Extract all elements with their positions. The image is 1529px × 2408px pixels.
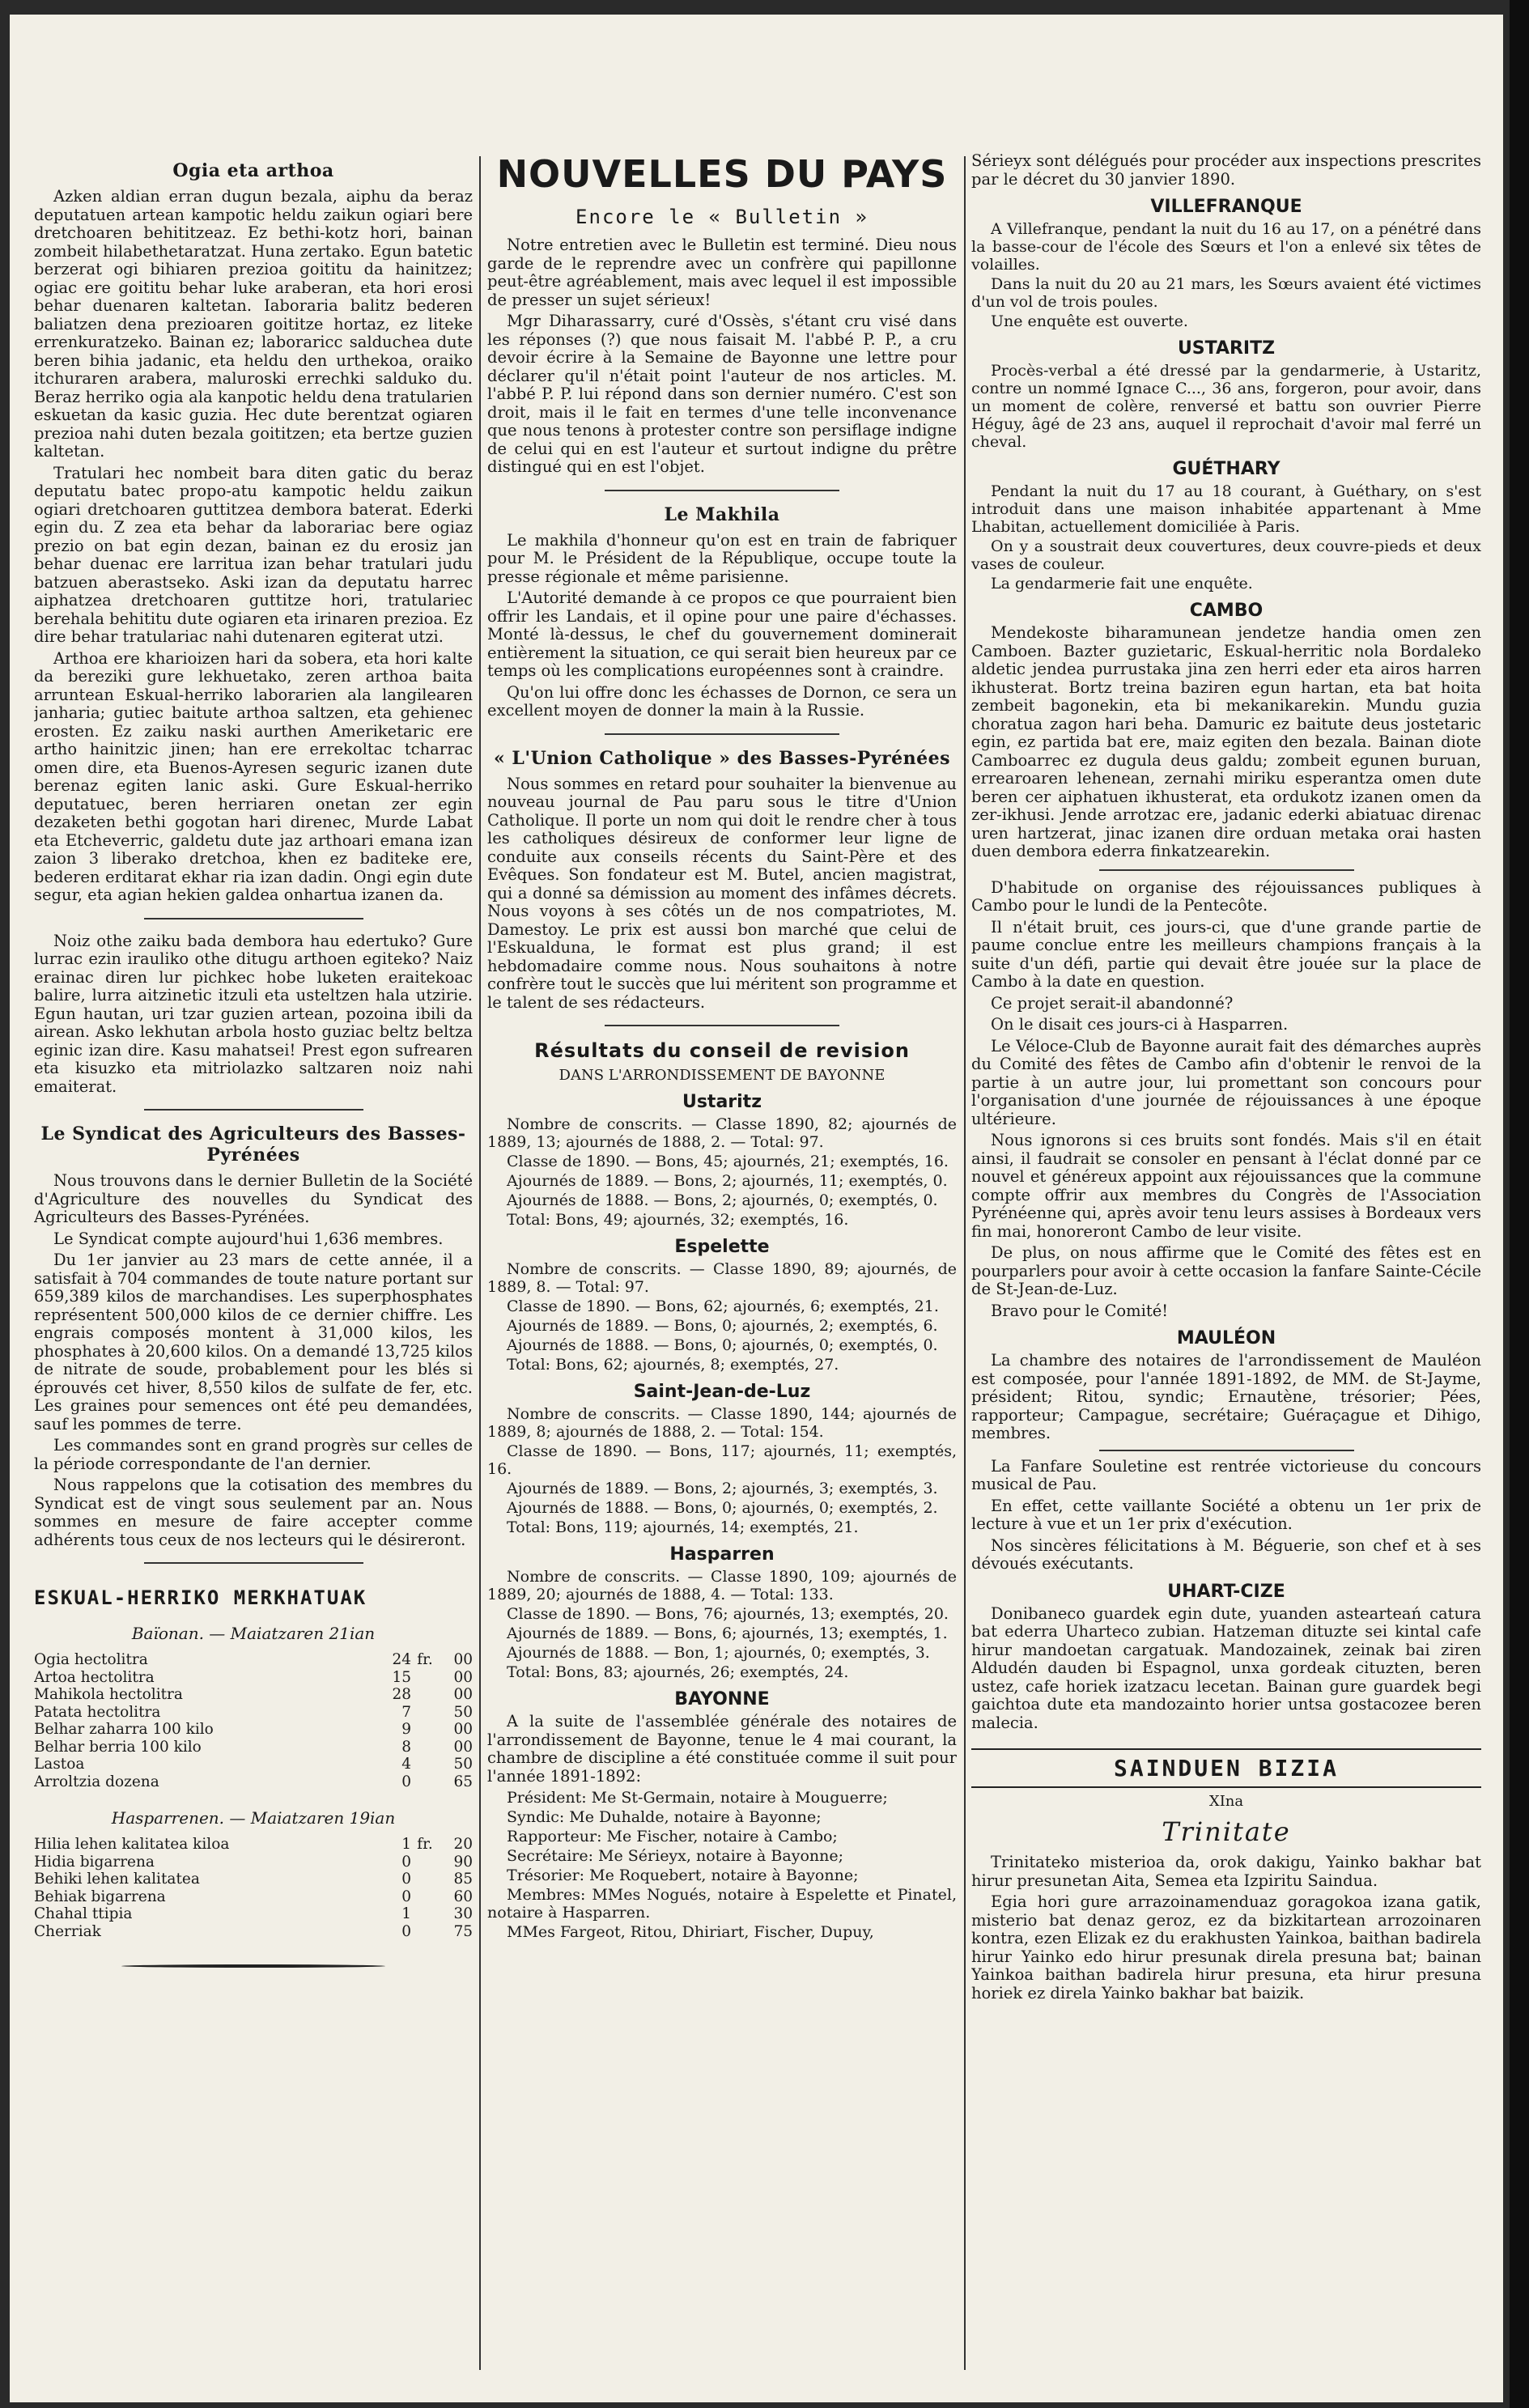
paragraph: Nous ignorons si ces bruits sont fondés. Mais s'il en était ainsi, il faudrait se consoler en pensant à l'éclat donné par ce nouvel et généreux appoint aux réjouissances que la commune compte offrir aux membres du Congrès de l'Association Pyrénéenne qui, après avoir tenu leurs assises à Bordeaux vers fin mai, honoreront Cambo de leur visite. — [971, 1131, 1481, 1241]
revision-line: Ajournés de 1888. — Bons, 2; ajournés, 0; exemptés, 0. — [507, 1191, 938, 1209]
paragraph: Bravo pour le Comité! — [991, 1301, 1169, 1320]
divider — [144, 1562, 363, 1564]
price-currency — [411, 1756, 439, 1773]
revision-line: Classe de 1890. — Bons, 76; ajournés, 13; exemptés, 20. — [507, 1605, 949, 1623]
column-basque-news — [34, 152, 473, 2378]
price-whole: 0 — [401, 1773, 411, 1790]
price-whole: 0 — [401, 1922, 411, 1940]
price-row — [34, 1905, 473, 1923]
paragraph: Mendekoste biharamunean jendetze handia omen zen Camboen. Bazter guzietaric, Eskual-herritic nola Bordaleko aldetic jendea purrustaka jina zen herri eder eta airos harren ikhusterat. Bortz treina baziren egun hartan, eta bat hoita zembeit bagonekin, eta bi mekanikarekin. Mundu guzia choratua zagon hari beha. Damuric ez baitute deus jostetaric egin, ez partida bat ere, maiz egiten den bezala. Bainan diote Camboarrec ez dugula deus galdu; zombeit egunen buruan, errearoaren lehenean, zernahi miriku esperantza omen dute beren cer aiphatuen ikhusterat, eta ordukotz izanen omen da zer-ikhusi. Jende arrotzac ere, jadanic ederki abiatuac direnac uren hartzerat, jinac izanen dire orduan metaka orai hasten duen dembora ederra finkatzearekin. — [971, 623, 1481, 860]
revision-line: Classe de 1890. — Bons, 62; ajournés, 6; exemptés, 21. — [507, 1297, 939, 1315]
price-whole: 0 — [401, 1888, 411, 1905]
price-cents: 60 — [453, 1888, 473, 1905]
price-whole: 7 — [401, 1703, 411, 1721]
price-row — [34, 1756, 473, 1773]
paragraph: Notre entretien avec le Bulletin est terminé. Dieu nous garde de le reprendre avec un confrère qui papillonne peut-être agréablement, mais avec lequel il est impossible de presser un sujet sérieux! — [487, 236, 957, 309]
paragraph: Qu'on lui offre donc les échasses de Dornon, ce sera un excellent moyen de donner la main à la Russie. — [487, 682, 957, 720]
price-currency — [411, 1721, 439, 1739]
subheading-ustaritz: Ustaritz — [682, 1092, 762, 1112]
item-name: Chahal ttipia — [34, 1905, 133, 1922]
paragraph: Sérieyx sont délégués pour procéder aux inspections prescrites par le décret du 30 janvier 1890. — [971, 152, 1481, 189]
revision-line: Ajournés de 1888. — Bons, 0; ajournés, 0; exemptés, 2. — [507, 1499, 938, 1517]
paragraph: Le Véloce-Club de Bayonne aurait fait des démarches auprès du Comité des fêtes de Cambo afin d'obtenir le renvoi de la partie à un autre jour, lui promettant son concours pour l'organisation d'une journée de réjouissances à une époque ultérieure. — [971, 1036, 1481, 1128]
price-cents: 50 — [453, 1756, 473, 1773]
item-name: Belhar zaharra 100 kilo — [34, 1721, 214, 1738]
price-currency — [411, 1704, 439, 1722]
subheading-saint-jean-de-luz: Saint-Jean-de-Luz — [633, 1382, 811, 1402]
article-title-bulletin: Encore le « Bulletin » — [575, 206, 869, 228]
revision-line: Nombre de conscrits. — Classe 1890, 82; ajournés de 1889, 13; ajournés de 1888, 2. — Total: 97. — [487, 1115, 957, 1151]
article-title-trinitate: Trinitate — [1162, 1816, 1291, 1847]
price-currency: fr. — [417, 1651, 433, 1668]
paragraph: De plus, on nous affirme que le Comité des fêtes est en pourparlers pour avoir à cette occasion la fanfare Sainte-Cécile de St-Jean-de-Luz. — [971, 1243, 1481, 1298]
price-currency — [411, 1871, 439, 1888]
subheading-cambo: CAMBO — [1189, 601, 1264, 621]
price-whole: 24 — [392, 1651, 411, 1668]
price-cents: 20 — [453, 1836, 473, 1853]
price-row — [34, 1923, 473, 1941]
subheading-guethary: GUÉTHARY — [1172, 459, 1281, 479]
price-whole: 15 — [392, 1668, 411, 1686]
paragraph: Nos sincères félicitations à M. Béguerie, son chef et à ses dévoués exécutants. — [971, 1535, 1481, 1573]
column-nouvelles — [487, 152, 957, 2378]
price-row — [34, 1669, 473, 1687]
price-cents: 85 — [453, 1871, 473, 1888]
paragraph: Nous rappelons que la cotisation des membres du Syndicat est de vingt sous seulement par an. Nous sommes en mesure de faire accepter comme adhérents tous ceux de nos lecteurs qui le désireront. — [34, 1476, 473, 1549]
section-number: XIna — [1208, 1793, 1244, 1810]
price-whole: 0 — [401, 1871, 411, 1888]
revision-line: Ajournés de 1889. — Bons, 6; ajournés, 13; exemptés, 1. — [507, 1624, 948, 1642]
paragraph: D'habitude on organise des réjouissances publiques à Cambo pour le lundi de la Pentecôte. — [971, 877, 1481, 915]
price-whole: 1 — [401, 1905, 411, 1922]
paragraph: Il n'était bruit, ces jours-ci, que d'une grande partie de paume conclue entre les meilleurs champions français à la suite d'un défi, partie qui devait être jouée sur la place de Cambo à la date en question. — [971, 917, 1481, 991]
price-row — [34, 1686, 473, 1704]
paragraph: Les commandes sont en grand progrès sur celles de la période correspondante de l'an dernier. — [34, 1436, 473, 1473]
paragraph: Procès-verbal a été dressé par la gendarmerie, à Ustaritz, contre un nommé Ignace C..., 36 ans, forgeron, pour avoir, dans un moment de colère, renversé et battu son ouvrier Pierre Héguy, âgé de 23 ans, auquel il reprochait d'avoir mal ferré un cheval. — [971, 362, 1481, 451]
price-whole: 1 — [401, 1836, 411, 1853]
notary-line: Président: Me St-Germain, notaire à Mouguerre; — [507, 1789, 888, 1807]
article-title-makhila: Le Makhila — [664, 503, 780, 525]
item-name: Hilia lehen kalitatea kiloa — [34, 1836, 230, 1853]
price-currency — [411, 1923, 439, 1941]
article-title-ogia: Ogia eta arthoa — [172, 160, 334, 181]
price-cents: 75 — [453, 1922, 473, 1940]
price-cents: 00 — [453, 1721, 473, 1738]
subheading-villefranque: VILLEFRANQUE — [1150, 197, 1302, 217]
price-cents: 00 — [453, 1668, 473, 1686]
revision-line: Total: Bons, 83; ajournés, 26; exemptés, 24. — [507, 1663, 849, 1681]
notary-line: Syndic: Me Duhalde, notaire à Bayonne; — [507, 1808, 822, 1826]
paragraph: Pendant la nuit du 17 au 18 courant, à Guéthary, on s'est introduit dans une maison inhabitée appartenant à Mme Lhabitan, actuellement domiciliée à Paris. — [971, 482, 1481, 536]
article-subtitle: DANS L'ARRONDISSEMENT DE BAYONNE — [559, 1067, 886, 1084]
item-name: Mahikola hectolitra — [34, 1686, 183, 1703]
price-currency — [411, 1739, 439, 1756]
price-cents: 90 — [453, 1853, 473, 1871]
price-cents: 00 — [453, 1651, 473, 1668]
item-name: Artoa hectolitra — [34, 1668, 155, 1686]
item-name: Hidia bigarrena — [34, 1853, 155, 1871]
price-row — [34, 1739, 473, 1756]
notary-line: Rapporteur: Me Fischer, notaire à Cambo; — [507, 1828, 838, 1845]
price-cents: 30 — [453, 1905, 473, 1922]
section-title-sainduen-bizia: SAINDUEN BIZIA — [971, 1748, 1481, 1788]
paragraph: A Villefranque, pendant la nuit du 16 au 17, on a pénétré dans la basse-cour de l'école des Sœurs et l'on a enlevé six têtes de volailles. — [971, 220, 1481, 274]
paragraph: Dans la nuit du 20 au 21 mars, les Sœurs avaient été victimes d'un vol de trois poules. — [971, 275, 1481, 311]
paragraph: La chambre des notaires de l'arrondissement de Mauléon est composée, pour l'année 1891-1892, de MM. de St-Jayme, président; Ritou, syndic; Ernautène, trésorier; Pées, rapporteur; Campague, secrétaire; Guéraçague et Dihigo, membres. — [971, 1351, 1481, 1442]
item-name: Ogia hectolitra — [34, 1651, 148, 1668]
divider — [144, 918, 363, 919]
revision-line: Ajournés de 1888. — Bon, 1; ajournés, 0; exemptés, 3. — [507, 1644, 930, 1662]
price-cents: 00 — [453, 1738, 473, 1756]
paragraph: Arthoa ere kharioizen hari da sobera, eta hori kalte da bereziki gure lekhuetako, zeren arthoa baita arruntean Eskual-herriko laborarien ala langilearen janharia; gutiec baitute arthoa saltzen, eta gehienec erosten. Ez zaiku naski aurthen Ameriketaric ere artho hainitzic jinen; han ere errekoltac tcharrac omen dire, eta Buenos-Ayresen seguric izanen dute berenaz egiten lanic aski. Gure Eskual-herriko deputatuec, beren herriaren onetan zer egin dezaketen bethi gogotan hari direnec, Murde Labat eta Etcheverric, galdetu dute jaz arthoari emana izan zaion 3 liberako dretchoa, khen ez baditeke ere, bederen erditarat ekhar ria izan dadin. Ongi egin dute segur, eta agian hekien galdea onhartua izanen da. — [34, 648, 473, 904]
price-row — [34, 1854, 473, 1871]
paragraph: Egia hori gure arrazoinamenduaz goragokoa izana gatik, misterio bat denaz geroz, ez da bizkitartean arrozoinaren kontra, ezen Elizak ez du erakhusten Yainkoa, baithan badirela hirur Yainko edo hirur presunak direla presuna bat; bainan Yainkoa baithan badirela hirur presuna, eta hirur presuna horiek ez direla Yainko bakhar bat baizik. — [971, 1892, 1481, 2002]
notary-line: Secrétaire: Me Sérieyx, notaire à Bayonne; — [507, 1847, 843, 1865]
markets-heading: ESKUAL-HERRIKO MERKHATUAK — [34, 1586, 367, 1609]
subheading-bayonne: BAYONNE — [674, 1689, 770, 1709]
item-name: Cherriak — [34, 1922, 101, 1940]
item-name: Patata hectolitra — [34, 1703, 161, 1721]
paragraph: Une enquête est ouverte. — [991, 312, 1188, 330]
notary-line: Trésorier: Me Roquebert, notaire à Bayonne; — [507, 1867, 859, 1884]
divider — [605, 1025, 839, 1026]
subheading-ustaritz: USTARITZ — [1177, 338, 1276, 359]
price-row — [34, 1651, 473, 1669]
divider — [1099, 869, 1354, 871]
paragraph: A la suite de l'assemblée générale des notaires de l'arrondissement de Bayonne, tenue le 4 mai courant, la chambre de discipline a été constituée comme il suit pour l'année 1891-1892: — [487, 1712, 957, 1786]
price-currency — [411, 1888, 439, 1906]
price-whole: 28 — [392, 1686, 411, 1703]
revision-line: Ajournés de 1889. — Bons, 2; ajournés, 3; exemptés, 3. — [507, 1480, 938, 1497]
price-row — [34, 1721, 473, 1739]
price-cents: 50 — [453, 1703, 473, 1721]
paragraph: Azken aldian erran dugun bezala, aiphu da beraz deputatuen artean kampotic heldu zaikun ogiari bere dretchoaren behititzeaz. Ez bethi-kotz hori, bainan zombeit hilabethetaratzat. Huna zertako. Egun batetic berzerat ogi bihiaren prezioa goititu da hainitzez; ogiac ere goititu behar luke araberan, eta hori erosi behar duenaren kaltetan. Iaboraria balitz bederen baliatzen dena prezioaren goititze hortaz, ez liteke errenkuratzeko. Bainan ez; laboraricc salduchea dute beren bihia jadanic, eta heldu den urthekoa, oraiko itchuraren arabera, maluroski errechki salduko du. Beraz herriko ogia ala kanpotic heldu dena tratularien eskuetan da kasic guzia. Hec dute berentzat ogiaren prezioa nahi duten bezala goititzen; eta bertze guzien kaltetan. — [34, 187, 473, 461]
price-currency: fr. — [417, 1836, 433, 1853]
item-name: Behiki lehen kalitatea — [34, 1871, 200, 1888]
price-row — [34, 1836, 473, 1854]
paragraph: La Fanfare Souletine est rentrée victorieuse du concours musical de Pau. — [971, 1456, 1481, 1493]
price-currency — [411, 1773, 439, 1791]
revision-line: Total: Bons, 49; ajournés, 32; exemptés, 16. — [507, 1211, 849, 1229]
notary-line: Membres: MMes Nogués, notaire à Espelette et Pinatel, notaire à Hasparren. — [487, 1886, 957, 1922]
paragraph: Le makhila d'honneur qu'on est en train de fabriquer pour M. le Président de la République, occupe toute la presse régionale et même parisienne. — [487, 530, 957, 586]
paragraph: Donibaneco guardek egin dute, yuanden astearteań catura bat ederra Uharteco zubian. Hatzeman dituzte sei kintal cafe hirur mandoetan cargatuak. Mandozainek, zeinak bai ziren Aldudén dauden bi Espagnol, unxa gordeak cituzten, beren ustez, cafe horiek izatzacu lecetan. Bainan gure guardek begi gaichtoa dute eta mandozainto horier untsa gostacozee beren malecia. — [971, 1603, 1481, 1732]
paragraph: Nous sommes en retard pour souhaiter la bienvenue au nouveau journal de Pau paru sous le titre d'Union Catholique. Il porte un nom qui doit le rendre cher à tous les catholiques désireux de conformer leur ligne de conduite aux conseils récents du Saint-Père et des Evêques. Son fondateur est M. Butel, ancien magistrat, qui a donné sa démission au moment des infâmes décrets. Nous voyons à ses côtés un de nos compatriotes, M. Damestoy. Le prix est aussi bon marché que celui de l'Eskualduna, le format est plus grand; il est hebdomadaire comme nous. Nous souhaitons à notre confrère tout le succès que lui méritent son programme et le talent de ses rédacteurs. — [487, 774, 957, 1012]
divider — [144, 1109, 363, 1111]
article-title-revision: Résultats du conseil de revision — [534, 1039, 910, 1062]
price-table-hasparren — [34, 1836, 473, 1940]
price-whole: 8 — [401, 1738, 411, 1756]
revision-line: Nombre de conscrits. — Classe 1890, 144; ajournés de 1889, 8; ajournés de 1888, 2. — Total: 154. — [487, 1405, 957, 1441]
paragraph: En effet, cette vaillante Société a obtenu un 1er prix de lecture à vue et un 1er prix d'exécution. — [971, 1496, 1481, 1533]
notary-line: MMes Fargeot, Ritou, Dhiriart, Fischer, Dupuy, — [507, 1923, 874, 1941]
price-table-bayonne — [34, 1651, 473, 1790]
revision-line: Total: Bons, 62; ajournés, 8; exemptés, 27. — [507, 1356, 839, 1374]
price-currency — [411, 1669, 439, 1687]
paragraph: L'Autorité demande à ce propos ce que pourraient bien offrir les Landais, et il opine pour une paire d'échasses. Monté là-dessus, le chef du gouvernement dominerait entièrement la situation, ce qui serait bien heureux par ce temps où les complications européennes sont à craindre. — [487, 588, 957, 680]
price-row — [34, 1888, 473, 1906]
revision-line: Classe de 1890. — Bons, 117; ajournés, 11; exemptés, 16. — [487, 1442, 957, 1478]
paragraph: La gendarmerie fait une enquête. — [991, 575, 1253, 592]
paragraph: Du 1er janvier au 23 mars de cette année, il a satisfait à 704 commandes de toute nature portant sur 659,389 kilos de marchandises. Les superphosphates représentent 500,000 kilos de ce dernier chiffre. Les engrais composés montent à 31,000 kilos, les phosphates à 20,600 kilos. On a demandé 13,725 kilos de nitrate de soude, probablement pour les blés si éprouvés cet hiver, 8,550 kilos de sulfate de fer, etc. Les graines pour semences ont été peu demandées, sauf les pommes de terre. — [34, 1251, 473, 1433]
price-whole: 9 — [401, 1721, 411, 1738]
revision-line: Ajournés de 1889. — Bons, 2; ajournés, 11; exemptés, 0. — [507, 1172, 948, 1190]
ornamental-divider — [121, 1964, 384, 1968]
item-name: Lastoa — [34, 1756, 85, 1773]
price-currency — [411, 1686, 439, 1704]
divider — [1099, 1450, 1354, 1451]
revision-line: Nombre de conscrits. — Classe 1890, 109; ajournés de 1889, 20; ajournés de 1888, 4. — Total: 133. — [487, 1568, 957, 1603]
price-whole: 0 — [401, 1853, 411, 1871]
subheading-uhart-cize: UHART-CIZE — [1167, 1581, 1285, 1602]
price-row — [34, 1773, 473, 1791]
article-title-union: « L'Union Catholique » des Basses-Pyrénées — [493, 747, 951, 769]
paragraph: Trinitateko misterioa da, orok dakigu, Yainko bakhar bat hirur presunetan Aita, Semea eta Izpiritu Saindua. — [971, 1853, 1481, 1890]
paragraph: Tratulari hec nombeit bara diten gatic du beraz deputatu batec propo-atu kampotic heldu zaikun ogiari dretchoaren guttitzea dembora baterat. Ederki egin du. Z zea eta behar da laborariac bere ogiaz prezio on bat egin dezan, bainan ez du erosiz jan behar duenac ere larritua izan behar tratulari judu batzuen aberastseko. Aski izan da deputatu harrec aiphatzea dretchoaren guttitze hori, tratulariec berehala behititu dute ogiaren eta irinaren prezioa. Ez dire behar tratulariac nahi dutenaren egiterat utzi. — [34, 463, 473, 646]
paragraph: On y a soustrait deux couvertures, deux couvre-pieds et deux vases de couleur. — [971, 537, 1481, 573]
subheading-mauleon: MAULÉON — [1176, 1328, 1276, 1348]
divider — [605, 733, 839, 735]
column-rule-right — [964, 156, 966, 2370]
paragraph: Nous trouvons dans le dernier Bulletin de la Société d'Agriculture des nouvelles du Syndicat des Agriculteurs des Basses-Pyrénées. — [34, 1171, 473, 1226]
article-title-syndicat: Le Syndicat des Agriculteurs des Basses-Pyrénées — [40, 1123, 466, 1166]
price-currency — [411, 1854, 439, 1871]
price-cents: 65 — [453, 1773, 473, 1790]
paragraph: Mgr Diharassarry, curé d'Ossès, s'étant cru visé dans les réponses (?) que nous faisait M. l'abbé P. P., a cru devoir écrire à la Semaine de Bayonne une lettre pour déclarer qu'il n'était point l'auteur de nos articles. M. l'abbé P. P. lui répond dans son dernier numéro. C'est son droit, mais il le fait en termes d'une telle inconvenance que nous tenons à protester contre son persiflage indigne de celui qui en est l'auteur et surtout indigne du prêtre distingué qui en est l'objet. — [487, 312, 957, 476]
page-edge-shadow — [1510, 0, 1529, 2408]
item-name: Arroltzia dozena — [34, 1773, 159, 1790]
paragraph: On le disait ces jours-ci à Hasparren. — [991, 1015, 1289, 1034]
price-currency — [411, 1905, 439, 1923]
revision-line: Total: Bons, 119; ajournés, 14; exemptés, 21. — [507, 1518, 859, 1536]
subheading-hasparren: Hasparren — [669, 1544, 775, 1565]
revision-line: Ajournés de 1888. — Bons, 0; ajournés, 0; exemptés, 0. — [507, 1336, 938, 1354]
paragraph: Noiz othe zaiku bada dembora hau edertuko? Gure lurrac ezin irauliko othe ditugu arthoen egiteko? Naiz erainac diren lur pichkec hobe luketen eraitekoac balire, lurra aitzinetic itzuli eta usteltzen hala utzirie. Egun hautan, uri tzar guzien artean, pozoina ibili da airean. Asko lekhutan arbola hosto guziac beltz beltza eginic izan dire. Kasu mahatsei! Prest egon sufrearen eta kisuzko eta mitriolazko saltzaren noiz nahi emaiterat. — [34, 931, 473, 1096]
column-local-news — [971, 152, 1481, 2378]
revision-line: Ajournés de 1889. — Bons, 0; ajournés, 2; exemptés, 6. — [507, 1317, 938, 1335]
revision-line: Classe de 1890. — Bons, 45; ajournés, 21; exemptés, 16. — [507, 1153, 949, 1170]
divider — [605, 490, 839, 491]
column-rule-left — [479, 156, 481, 2370]
price-row — [34, 1704, 473, 1722]
item-name: Behiak bigarrena — [34, 1888, 166, 1905]
price-cents: 00 — [453, 1686, 473, 1703]
market-date-bayonne: Baïonan. — Maiatzaren 21ian — [131, 1624, 376, 1643]
item-name: Belhar berria 100 kilo — [34, 1738, 202, 1756]
subheading-espelette: Espelette — [674, 1237, 770, 1257]
paragraph: Ce projet serait-il abandonné? — [991, 993, 1234, 1013]
section-masthead: NOUVELLES DU PAYS — [496, 152, 948, 196]
price-row — [34, 1871, 473, 1888]
newspaper-page — [10, 15, 1503, 2402]
market-date-hasparren: Hasparrenen. — Maiatzaren 19ian — [111, 1808, 396, 1828]
revision-line: Nombre de conscrits. — Classe 1890, 89; ajournés, de 1889, 8. — Total: 97. — [487, 1260, 957, 1296]
price-whole: 4 — [401, 1756, 411, 1773]
paragraph: Le Syndicat compte aujourd'hui 1,636 membres. — [53, 1229, 444, 1248]
